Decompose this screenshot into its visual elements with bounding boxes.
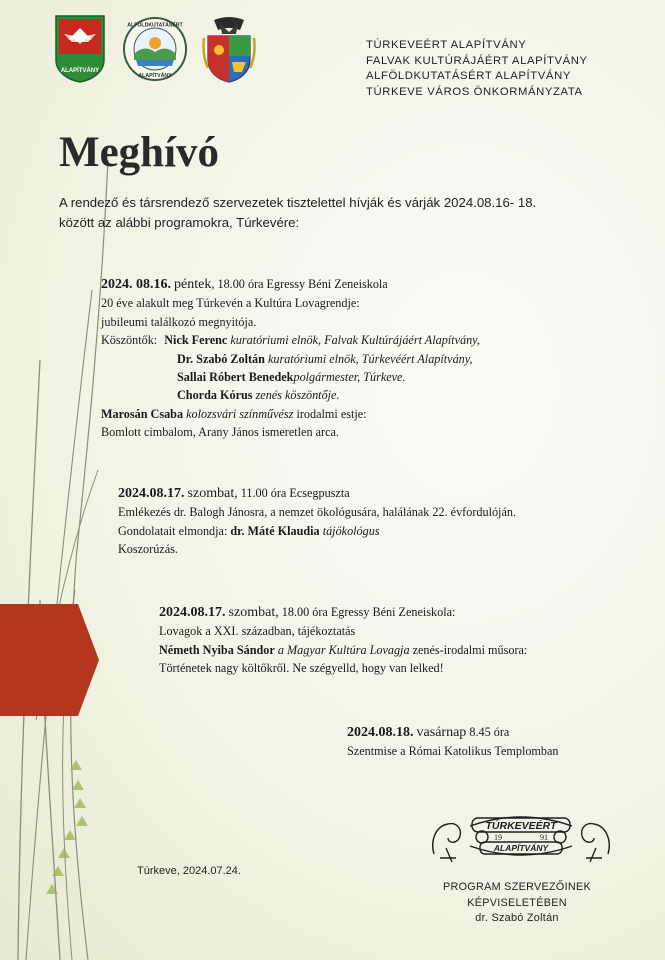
event-3-line-4: Történetek nagy költőkről. Ne szégyelld, hogy van lelked! <box>159 661 444 676</box>
greeter-1-name: Nick Ferenc <box>164 333 228 348</box>
event-1-heading <box>101 275 480 294</box>
speaker-rest: irodalmi estje: <box>296 406 367 421</box>
alfoldkutatasert-logo <box>122 16 188 82</box>
event-1-date: 2024. 08.16. <box>101 277 171 292</box>
signature-title: PROGRAM SZERVEZŐINEK KÉPVISELETÉBEN <box>443 881 591 909</box>
event-2-speaker-role: tájökológus <box>322 523 380 538</box>
event-3-line-2: Lovagok a XXI. században, tájékoztatás <box>159 624 356 639</box>
greeter-4-name: Chorda Kórus <box>177 388 253 403</box>
stamp-top-text: TÚRKEVEÉRT <box>485 820 557 832</box>
greeter-1-role: kuratóriumi elnök, Falvak Kultúrájáért Alapítvány, <box>230 333 480 348</box>
event-1-line-2: 20 éve alakult meg Túrkevén a Kultúra Lovagrendje: <box>101 296 360 311</box>
turkeve-crest-logo <box>54 14 106 84</box>
event-4-line-2: Szentmise a Római Katolikus Templomban <box>347 744 559 759</box>
greeter-2-role: kuratóriumi elnök, Túrkevéért Alapítvány, <box>267 351 473 366</box>
crest-text: ALAPÍTVÁNY <box>60 68 100 74</box>
org-onkormanyzat: TÚRKEVE VÁROS ÖNKORMÁNYZATA <box>366 85 583 98</box>
event-1-greeter-1 <box>101 331 480 349</box>
event-2-line-3 <box>118 522 516 540</box>
org-alfoldkutatasert: ALFÖLDKUTATÁSÉRT ALAPÍTVÁNY <box>366 70 571 83</box>
greeter-3-name: Sallai Róbert Benedek <box>177 370 294 385</box>
event-1-greeter-4 <box>101 386 480 404</box>
stamp-year-left: 19 <box>494 833 502 842</box>
place-and-date: Túrkeve, 2024.07.24. <box>137 865 241 877</box>
event-1-greeter-3 <box>101 368 480 386</box>
event-1-time-place: , 18.00 óra Egressy Béni Zeneiskola <box>211 277 388 291</box>
event-4-time: 8.45 óra <box>469 725 510 739</box>
event-1-greeter-2 <box>101 350 480 368</box>
event-block-1 <box>101 275 480 442</box>
org-falvak: FALVAK KULTÚRÁJÁÉRT ALAPÍTVÁNY <box>366 54 588 67</box>
intro-line-1: A rendező és társrendező szervezetek tisztelettel hívják és várják 2024.08.16- 18. <box>59 195 537 210</box>
event-2-line-4: Koszorúzás. <box>118 542 178 557</box>
greeter-3-role: polgármester, Túrkeve. <box>293 370 406 385</box>
event-3-line-3 <box>159 641 527 659</box>
event-2-line-3-prefix: Gondolatait elmondja: <box>118 523 228 538</box>
turkeveert-stamp <box>426 804 616 868</box>
event-1-day: péntek <box>174 277 212 292</box>
event-2-line-2: Emlékezés dr. Balogh Jánosra, a nemzet ökológusára, halálának 22. évfordulóján. <box>118 505 516 520</box>
page-title: Meghívó <box>59 129 220 176</box>
event-4-date: 2024.08.18. <box>347 725 414 740</box>
red-tab-decoration <box>0 604 100 716</box>
turkeve-coat-of-arms-logo <box>202 16 256 84</box>
event-1-last-line: Bomlott cimbalom, Arany János ismeretlen arca. <box>101 425 339 440</box>
event-3-heading <box>159 603 527 622</box>
round-logo-bottom-text: ALAPÍTVÁNY <box>138 73 172 79</box>
event-2-speaker-name: dr. Máté Klaudia <box>230 523 320 538</box>
event-3-performer-title: a Magyar Kultúra Lovagja <box>277 642 410 657</box>
event-2-time-place: 11.00 óra Ecsegpuszta <box>240 486 350 500</box>
intro-line-2: között az alábbi programokra, Túrkevére: <box>59 214 300 230</box>
signature-block <box>394 880 640 927</box>
speaker-name: Marosán Csaba <box>101 406 184 421</box>
intro-text <box>59 193 599 232</box>
greeter-2-name: Dr. Szabó Zoltán <box>177 351 265 366</box>
event-1-line-3: jubileumi találkozó megnyitója. <box>101 314 257 329</box>
event-3-date: 2024.08.17. <box>159 605 226 620</box>
event-block-4 <box>347 723 559 761</box>
event-2-date: 2024.08.17. <box>118 486 185 501</box>
event-2-day: szombat, <box>187 486 238 501</box>
event-block-3 <box>159 603 527 678</box>
signature-name: dr. Szabó Zoltán <box>475 912 559 924</box>
org-turkeveert: TÚRKEVEÉRT ALAPÍTVÁNY <box>366 39 527 51</box>
event-4-heading <box>347 723 559 742</box>
organizations-list <box>366 38 588 100</box>
round-logo-top-text: ALFÖLDKUTATÁSÉRT <box>127 22 183 29</box>
event-block-2 <box>118 484 516 559</box>
greeter-4-role: zenés köszöntője. <box>255 388 340 403</box>
event-3-line-3-rest: zenés-irodalmi műsora: <box>412 642 528 657</box>
stamp-bottom-text: ALAPÍTVÁNY <box>493 843 549 853</box>
stamp-year-right: 91 <box>540 833 548 842</box>
event-1-speaker <box>101 405 480 423</box>
event-2-heading <box>118 484 516 503</box>
event-3-time-place: 18.00 óra Egressy Béni Zeneiskola: <box>281 605 456 619</box>
speaker-role: kolozsvári színművész <box>186 406 294 421</box>
event-3-performer-name: Németh Nyiba Sándor <box>159 642 275 657</box>
event-4-day: vasárnap <box>416 725 467 740</box>
greeters-label: Köszöntők: <box>101 333 158 348</box>
event-3-day: szombat, <box>228 605 279 620</box>
